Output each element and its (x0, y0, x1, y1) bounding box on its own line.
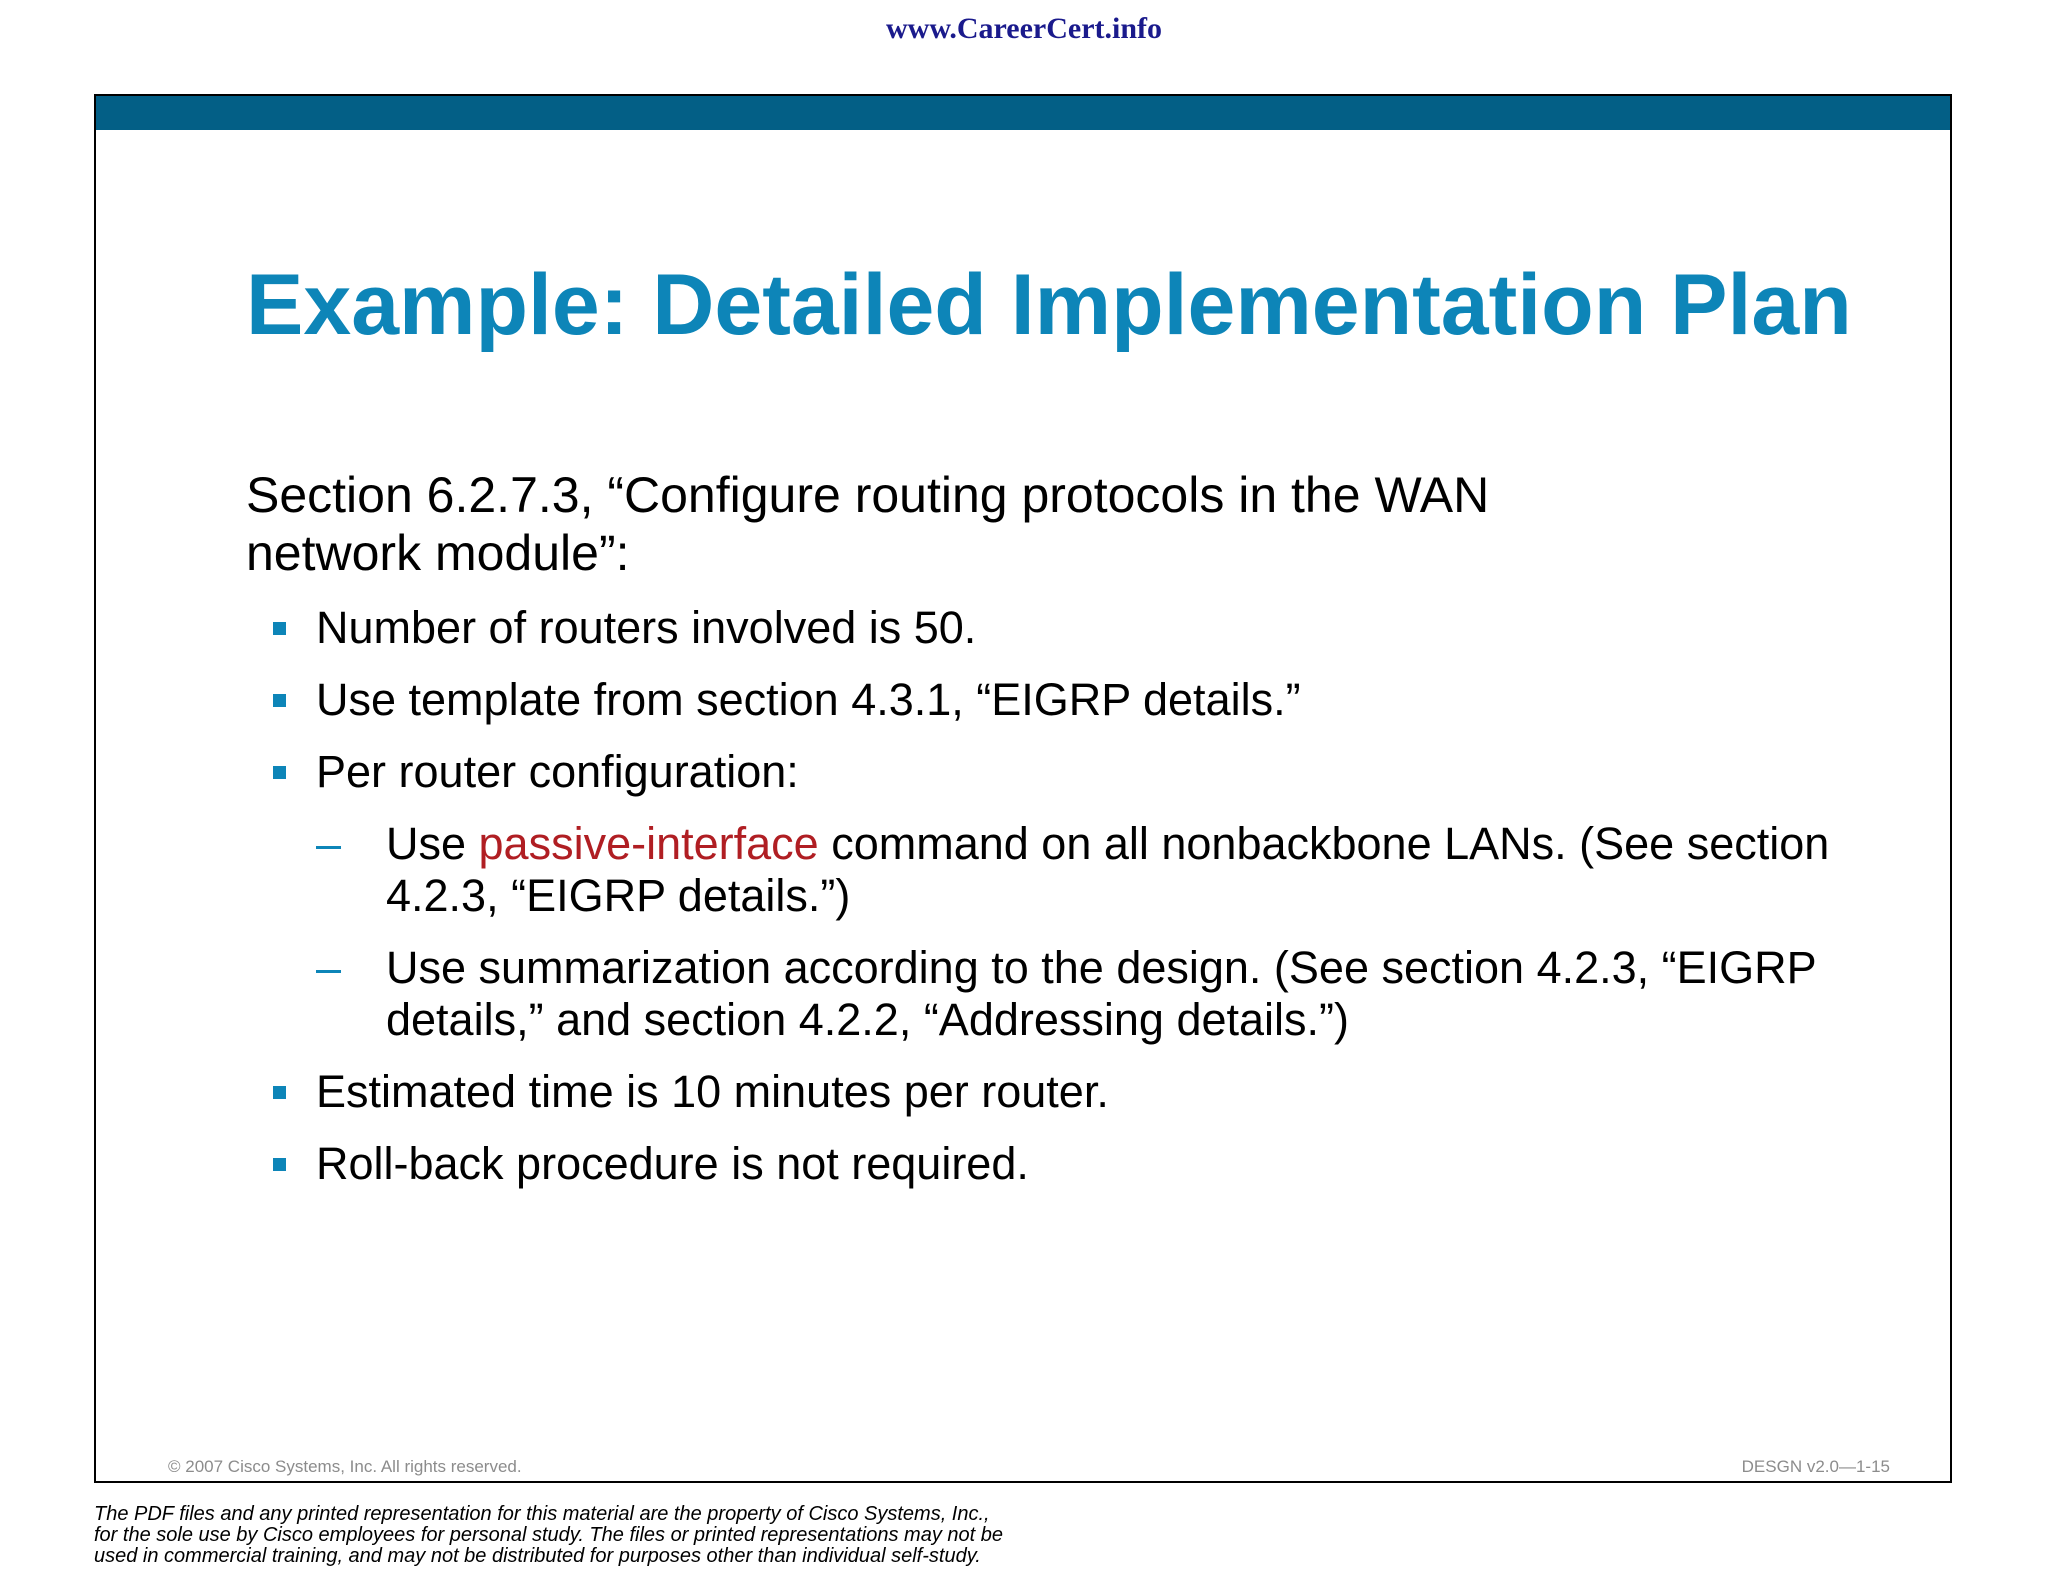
header-url[interactable]: www.CareerCert.info (885, 12, 1163, 45)
slide-top-bar (96, 96, 1950, 130)
bullet-list (246, 602, 1846, 1210)
square-bullet-icon (273, 622, 286, 635)
bullet-text: Number of routers involved is 50. (316, 602, 977, 653)
disclaimer (94, 1504, 1194, 1567)
section-heading: Section 6.2.7.3, “Configure routing protocols in the WAN network module”: (246, 467, 1490, 581)
disclaimer-line: for the sole use by Cisco employees for personal study. The files or printed representations may not be (94, 1524, 1003, 1546)
disclaimer-line: The PDF files and any printed representation for this material are the property of Cisco Systems, Inc., (94, 1503, 990, 1525)
slide-code: DESGN v2.0—1-15 (1741, 1457, 1890, 1476)
bullet-text: Roll-back procedure is not required. (316, 1138, 1029, 1189)
bullet-text: Estimated time is 10 minutes per router. (316, 1066, 1109, 1117)
bullet-item (246, 674, 1846, 726)
dash-bullet-icon: – (316, 942, 342, 993)
dash-bullet-icon: – (316, 818, 342, 869)
bullet-item (246, 1138, 1846, 1190)
square-bullet-icon (273, 694, 286, 707)
bullet-item (246, 746, 1846, 1046)
square-bullet-icon (273, 1086, 286, 1099)
sub-bullet-text-post: command on all nonbackbone LANs. (See section 4.2.3, “EIGRP details.”) (386, 818, 1830, 921)
disclaimer-line: used in commercial training, and may not be distributed for purposes other than individual self-study. (94, 1545, 981, 1567)
square-bullet-icon (273, 766, 286, 779)
sub-bullet-item (316, 818, 1846, 922)
slide-title: Example: Detailed Implementation Plan (246, 257, 1852, 353)
bullet-text: Use template from section 4.3.1, “EIGRP details.” (316, 674, 1301, 725)
sub-bullet-text-pre: Use (386, 818, 479, 869)
bullet-text: Per router configuration: (316, 746, 799, 797)
copyright-notice: © 2007 Cisco Systems, Inc. All rights reserved. (168, 1457, 522, 1476)
bullet-item (246, 602, 1846, 654)
bullet-item (246, 1066, 1846, 1118)
command-keyword: passive-interface (478, 818, 819, 869)
slide (94, 94, 1952, 1483)
square-bullet-icon (273, 1158, 286, 1171)
sub-bullet-list (316, 818, 1846, 1046)
sub-bullet-item (316, 942, 1846, 1046)
sub-bullet-text: Use summarization according to the design. (See section 4.2.3, “EIGRP details,” and section 4.2.2, “Addressing details.”) (386, 942, 1816, 1045)
